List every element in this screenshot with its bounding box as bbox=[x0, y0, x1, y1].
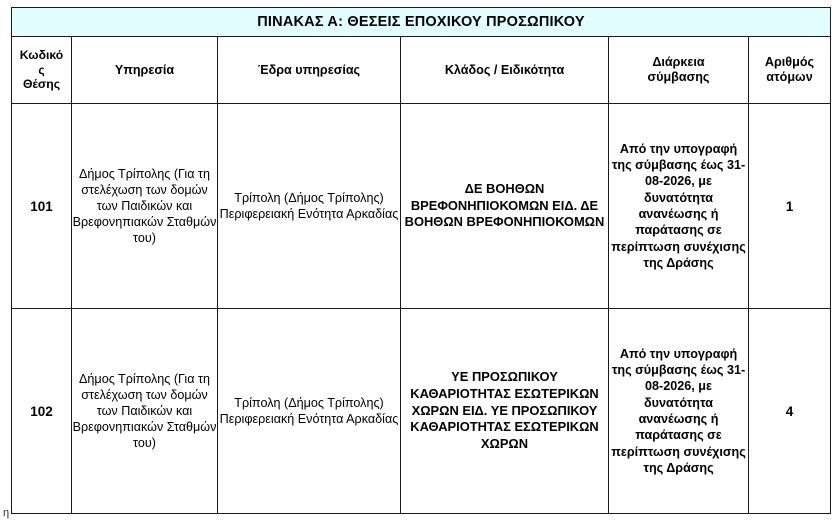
cell-specialty: ΔΕ ΒΟΗΘΩΝ ΒΡΕΦΟΝΗΠΙΟΚΟΜΩΝ ΕΙΔ. ΔΕ ΒΟΗΘΩΝ ΒΡΕΦΟΝΗΠΙΟΚΟΜΩΝ bbox=[401, 104, 609, 309]
cell-count: 1 bbox=[749, 104, 831, 309]
table-title: ΠΙΝΑΚΑΣ Α: ΘΕΣΕΙΣ ΕΠΟΧΙΚΟΥ ΠΡΟΣΩΠΙΚΟΥ bbox=[12, 8, 831, 37]
page-edge-artifact: η bbox=[3, 508, 10, 519]
column-header-count bbox=[749, 37, 831, 104]
cell-seat: Τρίπολη (Δήμος Τρίπολης) Περιφερειακή Ενότητα Αρκαδίας bbox=[218, 104, 401, 309]
cell-seat: Τρίπολη (Δήμος Τρίπολης) Περιφερειακή Ενότητα Αρκαδίας bbox=[218, 309, 401, 514]
table-row bbox=[12, 104, 831, 309]
cell-specialty: ΥΕ ΠΡΟΣΩΠΙΚΟΥ ΚΑΘΑΡΙΟΤΗΤΑΣ ΕΣΩΤΕΡΙΚΩΝ ΧΩΡΩΝ ΕΙΔ. ΥΕ ΠΡΟΣΩΠΙΚΟΥ ΚΑΘΑΡΙΟΤΗΤΑΣ ΕΣΩΤΕΡΙΚΩΝ ΧΩΡΩΝ bbox=[401, 309, 609, 514]
column-header-code-line3: Θέσης bbox=[22, 77, 61, 92]
column-header-duration bbox=[609, 37, 749, 104]
column-header-specialty-label: Κλάδος / Ειδικότητα bbox=[444, 62, 565, 77]
column-header-code-line2: ς bbox=[38, 62, 45, 77]
column-header-code bbox=[12, 37, 72, 104]
column-header-count-line2: ατόμων bbox=[766, 70, 813, 84]
column-header-seat bbox=[218, 37, 401, 104]
seasonal-staff-positions-table bbox=[11, 7, 831, 514]
column-header-duration-line2: σύμβασης bbox=[647, 70, 710, 84]
cell-count: 4 bbox=[749, 309, 831, 514]
column-header-service-label: Υπηρεσία bbox=[114, 62, 175, 77]
announcement-table-container bbox=[11, 7, 830, 514]
table-header-row bbox=[12, 37, 831, 104]
column-header-specialty bbox=[401, 37, 609, 104]
column-header-duration-line1: Διάρκεια bbox=[652, 55, 705, 70]
cell-service: Δήμος Τρίπολης (Για τη στελέχωση των δομών των Παιδικών και Βρεφονηπιακών Σταθμών του) bbox=[72, 309, 218, 514]
table-row bbox=[12, 309, 831, 514]
cell-duration: Από την υπογραφή της σύμβασης έως 31-08-2026, με δυνατότητα ανανέωσης ή παράτασης σε περίπτωση συνέχισης της Δράσης bbox=[609, 309, 749, 514]
cell-duration: Από την υπογραφή της σύμβασης έως 31-08-2026, με δυνατότητα ανανέωσης ή παράτασης σε περίπτωση συνέχισης της Δράσης bbox=[609, 104, 749, 309]
cell-code: 101 bbox=[12, 104, 72, 309]
cell-service: Δήμος Τρίπολης (Για τη στελέχωση των δομών των Παιδικών και Βρεφονηπιακών Σταθμών του) bbox=[72, 104, 218, 309]
table-title-row bbox=[12, 8, 831, 37]
column-header-count-line1: Αριθμός bbox=[764, 55, 815, 70]
column-header-code-line1: Κωδικό bbox=[19, 48, 64, 63]
column-header-service bbox=[72, 37, 218, 104]
column-header-seat-label: Έδρα υπηρεσίας bbox=[257, 62, 361, 77]
cell-code: 102 bbox=[12, 309, 72, 514]
